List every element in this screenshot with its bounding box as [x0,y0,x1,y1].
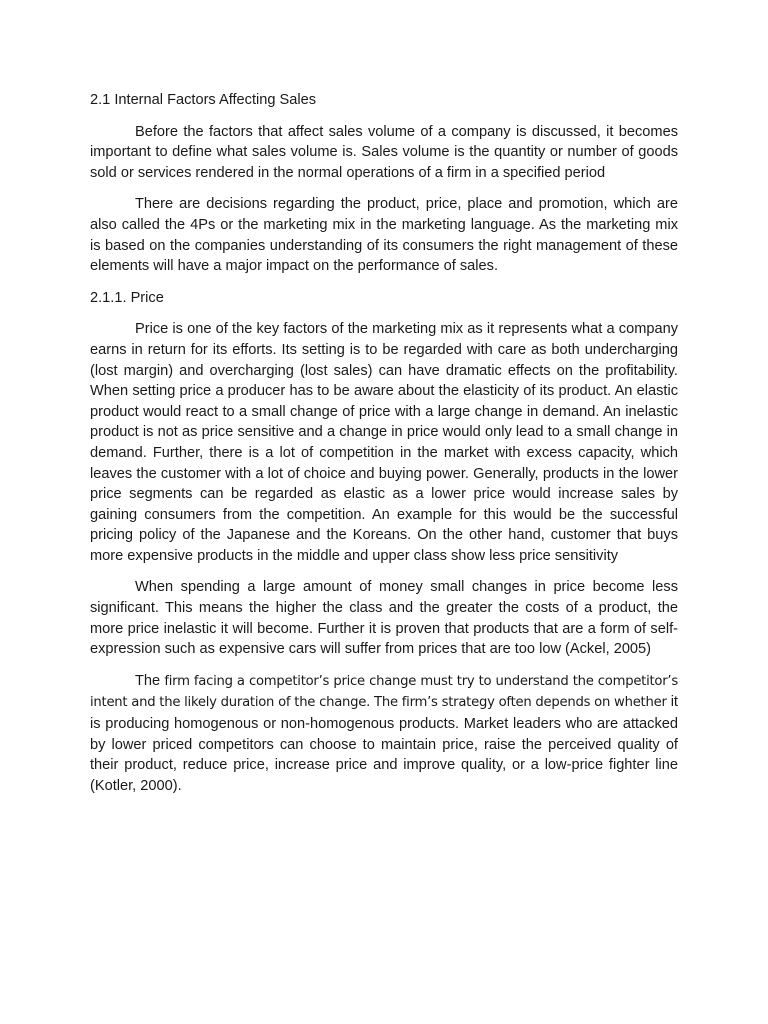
paragraph-start-text: The [135,672,161,689]
document-page [90,90,678,796]
paragraph-price-significance: When spending a large amount of money small changes in price become less significant. This means the higher the class and the greater the costs of a product, the more price inelastic it will become. Further it is proven that products that are a form of self-expression such as expensive cars will suffer from prices that are too low (Ackel, 2005) [90,579,678,658]
paragraph-competitor-price-change [90,671,678,797]
paragraph-rest-text: it is producing homogenous or non-homogenous products. Market leaders who are attacked by lower priced competitors can choose to maintain price, raise the perceived quality of their product, reduce price, increase price and improve quality, or a low-price fighter line (Kotler, 2000). [90,694,678,794]
paragraph-sales-volume: Before the factors that affect sales volume of a company is discussed, it becomes important to define what sales volume is. Sales volume is the quantity or number of goods sold or services rendered in the normal operations of a firm in a specified period [90,123,678,181]
section-heading: 2.1 Internal Factors Affecting Sales [90,92,317,108]
subsection-heading-price: 2.1.1. Price [90,289,164,306]
paragraph-marketing-mix: There are decisions regarding the product, price, place and promotion, which are also called the 4Ps or the marketing mix in the marketing language. As the marketing mix is based on the companies understanding of its consumers the right management of these elements will have a major impact on the performance of sales. [90,196,678,275]
paragraph-lead-in-text: firm facing a competitor’s price change must try to understand the competitor’s intent and the likely duration of the change. The firm’s strategy often depends on whether [90,673,678,711]
paragraph-price-elasticity: Price is one of the key factors of the marketing mix as it represents what a company earns in return for its efforts. Its setting is to be regarded with care as both undercharging (lost margin) and overcharging (lost sales) can have dramatic effects on the profitability. When setting price a producer has to be aware about the elasticity of its product. An elastic product would react to a small change of price with a large change in demand. An inelastic product is not as price sensitive and a change in price would only lead to a small change in demand. Further, there is a lot of competition in the market with excess capacity, which leaves the customer with a lot of choice and buying power. Generally, products in the lower price segments can be regarded as elastic as a lower price would increase sales by gaining consumers from the competition. An example for this would be the successful pricing policy of the Japanese and the Koreans. On the other hand, customer that buys more expensive products in the middle and upper class show less price sensitivity [90,321,678,564]
